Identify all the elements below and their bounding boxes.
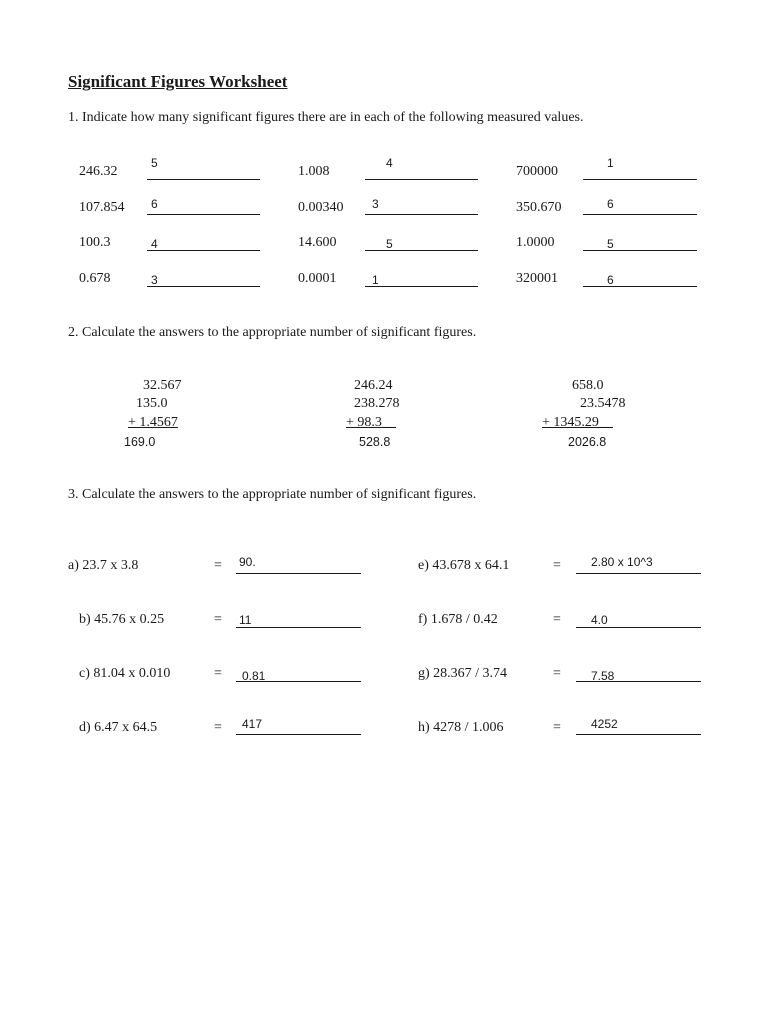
equals-sign: = (214, 720, 222, 735)
addend: 32.567 (143, 378, 182, 393)
measured-value: 0.00340 (298, 200, 344, 215)
answer-text: 11 (239, 613, 252, 627)
answer-line[interactable] (576, 627, 701, 628)
answer-line[interactable] (576, 573, 701, 574)
addend-with-plus: + 98.3__ (346, 415, 396, 430)
measured-value: 700000 (516, 164, 558, 179)
measured-value: 14.600 (298, 235, 337, 250)
answer-line[interactable] (365, 214, 478, 215)
answer-line[interactable] (576, 681, 701, 682)
answer-text: 6 (151, 197, 158, 211)
measured-value: 320001 (516, 271, 558, 286)
addend-with-plus: + 1345.29__ (542, 415, 613, 430)
answer-line[interactable] (147, 286, 260, 287)
answer-text: 3 (151, 273, 158, 287)
answer-text: 1 (607, 156, 614, 170)
answer-line[interactable] (583, 250, 697, 251)
measured-value: 350.670 (516, 200, 562, 215)
answer-text: 4 (386, 156, 393, 170)
answer-text: 90. (239, 555, 256, 569)
equals-sign: = (553, 558, 561, 573)
answer-text: 0.81 (242, 669, 266, 683)
answer-line[interactable] (365, 179, 478, 180)
equals-sign: = (214, 612, 222, 627)
answer-line[interactable] (583, 179, 697, 180)
measured-value: 100.3 (79, 235, 111, 250)
problem-label: c) 81.04 x 0.010 (79, 666, 171, 681)
addend: 658.0 (572, 378, 604, 393)
problem-label: b) 45.76 x 0.25 (79, 612, 165, 627)
answer-text: 4252 (591, 717, 618, 731)
addend: 135.0 (136, 396, 168, 411)
answer-line[interactable] (583, 214, 697, 215)
answer-text: 5 (151, 156, 158, 170)
equals-sign: = (553, 666, 561, 681)
answer-line[interactable] (576, 734, 701, 735)
problem-label: g) 28.367 / 3.74 (418, 666, 508, 681)
answer-line[interactable] (147, 214, 260, 215)
answer-line[interactable] (365, 286, 478, 287)
addend: 23.5478 (580, 396, 626, 411)
answer-text: 6 (607, 273, 614, 287)
measured-value: 107.854 (79, 200, 125, 215)
problem-label: d) 6.47 x 64.5 (79, 720, 158, 735)
page-title: Significant Figures Worksheet (68, 72, 288, 91)
answer-text: 1 (372, 273, 379, 287)
answer-text: 5 (607, 237, 614, 251)
answer-text: 5 (386, 237, 393, 251)
measured-value: 0.678 (79, 271, 111, 286)
measured-value: 1.0000 (516, 235, 555, 250)
answer-line[interactable] (365, 250, 478, 251)
answer-line[interactable] (236, 734, 361, 735)
sum-answer: 528.8 (359, 435, 391, 449)
answer-text: 417 (242, 717, 263, 731)
answer-line[interactable] (147, 179, 260, 180)
addend-with-plus: + 1.4567 (128, 415, 178, 430)
question-3-prompt: 3. Calculate the answers to the appropriate number of significant figures. (68, 487, 477, 502)
answer-text: 4.0 (591, 613, 608, 627)
problem-label: f) 1.678 / 0.42 (418, 612, 498, 627)
addend: 246.24 (354, 378, 393, 393)
addend: 238.278 (354, 396, 400, 411)
measured-value: 1.008 (298, 164, 330, 179)
sum-answer: 2026.8 (568, 435, 607, 449)
measured-value: 246.32 (79, 164, 118, 179)
answer-text: 6 (607, 197, 614, 211)
measured-value: 0.0001 (298, 271, 337, 286)
equals-sign: = (214, 666, 222, 681)
answer-line[interactable] (147, 250, 260, 251)
equals-sign: = (214, 558, 222, 573)
equals-sign: = (553, 612, 561, 627)
answer-text: 2.80 x 10^3 (591, 555, 653, 569)
answer-text: 4 (151, 237, 158, 251)
answer-line[interactable] (583, 286, 697, 287)
answer-text: 3 (372, 197, 379, 211)
answer-line[interactable] (236, 627, 361, 628)
answer-line[interactable] (236, 573, 361, 574)
question-2-prompt: 2. Calculate the answers to the appropriate number of significant figures. (68, 325, 477, 340)
problem-label: a) 23.7 x 3.8 (68, 558, 139, 573)
sum-answer: 169.0 (124, 435, 156, 449)
answer-line[interactable] (236, 681, 361, 682)
equals-sign: = (553, 720, 561, 735)
problem-label: e) 43.678 x 64.1 (418, 558, 510, 573)
question-1-prompt: 1. Indicate how many significant figures there are in each of the following measured values. (68, 110, 584, 125)
answer-text: 7.58 (591, 669, 615, 683)
problem-label: h) 4278 / 1.006 (418, 720, 504, 735)
